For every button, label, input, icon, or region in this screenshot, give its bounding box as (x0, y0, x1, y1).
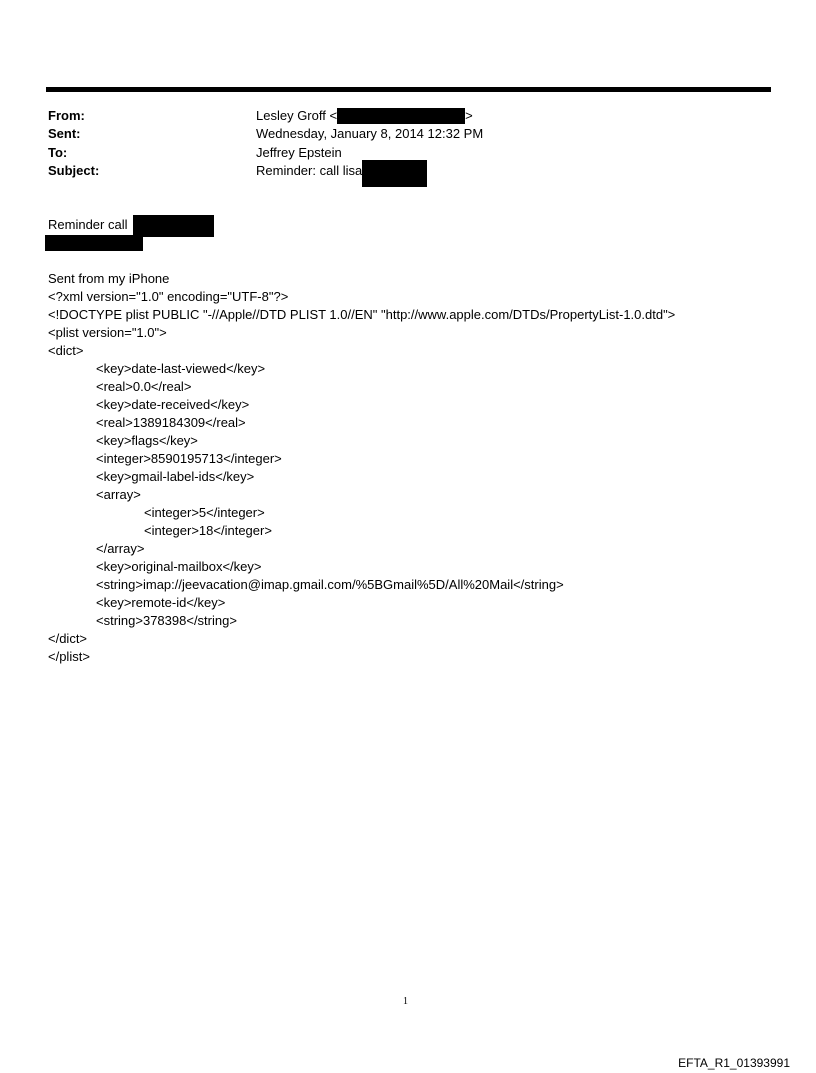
plist-line: <string>imap://jeevacation@imap.gmail.com/%5BGmail%5D/All%20Mail</string> (96, 577, 564, 592)
from-value-suffix: > (465, 108, 473, 123)
subject-label: Subject: (48, 163, 100, 178)
plist-line: <?xml version="1.0" encoding="UTF-8"?> (48, 289, 289, 304)
plist-line: <!DOCTYPE plist PUBLIC "-//Apple//DTD PLIST 1.0//EN" "http://www.apple.com/DTDs/PropertyList-1.0.dtd"> (48, 307, 676, 322)
subject-text: Reminder: call lisa (256, 163, 363, 178)
to-label: To: (48, 145, 68, 160)
sent-label: Sent: (48, 126, 81, 141)
redaction-box (45, 235, 143, 251)
plist-line: <real>0.0</real> (96, 379, 192, 394)
plist-line: <real>1389184309</real> (96, 415, 246, 430)
reminder-line (48, 217, 127, 233)
to-value: Jeffrey Epstein (256, 145, 342, 160)
plist-line: <integer>5</integer> (144, 505, 265, 520)
plist-line: <key>flags</key> (96, 433, 198, 448)
plist-line: <plist version="1.0"> (48, 325, 167, 340)
subject-value (256, 163, 362, 179)
plist-line: <key>original-mailbox</key> (96, 559, 262, 574)
plist-line: <array> (96, 487, 141, 502)
page-number: 1 (403, 996, 408, 1007)
redaction-box (133, 215, 214, 237)
signature: Sent from my iPhone (48, 271, 170, 286)
plist-line: <key>gmail-label-ids</key> (96, 469, 255, 484)
from-label: From: (48, 108, 85, 123)
header-divider (46, 87, 771, 92)
plist-line: <dict> (48, 343, 84, 358)
plist-line: </plist> (48, 649, 90, 664)
from-name: Lesley Groff < (256, 108, 338, 123)
plist-line: </array> (96, 541, 145, 556)
redaction-box (362, 160, 427, 187)
plist-line: <string>378398</string> (96, 613, 237, 628)
plist-line: <integer>18</integer> (144, 523, 272, 538)
plist-line: </dict> (48, 631, 88, 646)
reminder-text: Reminder call (48, 217, 128, 232)
plist-line: <key>date-last-viewed</key> (96, 361, 266, 376)
from-value (256, 108, 473, 124)
sent-value: Wednesday, January 8, 2014 12:32 PM (256, 126, 484, 141)
plist-line: <integer>8590195713</integer> (96, 451, 282, 466)
document-id: EFTA_R1_01393991 (678, 1056, 790, 1070)
plist-line: <key>remote-id</key> (96, 595, 226, 610)
plist-line: <key>date-received</key> (96, 397, 250, 412)
redaction-box (337, 108, 465, 124)
